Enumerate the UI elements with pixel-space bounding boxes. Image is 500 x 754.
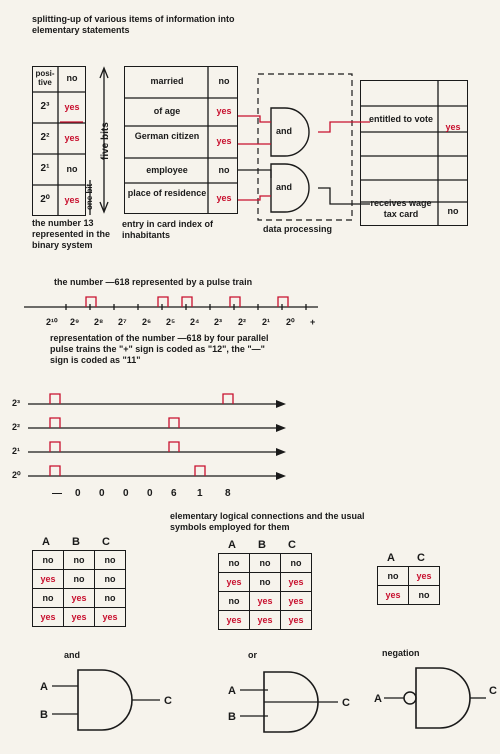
negation-symbol-title: negation: [382, 648, 420, 658]
pulse-axis-label: 2³: [214, 317, 223, 327]
five-bits-label: five bits: [100, 122, 111, 160]
and-truth-table-cell: yes: [64, 608, 95, 627]
parallel-arrowhead: [276, 472, 286, 480]
parallel-digit: 6: [171, 488, 177, 499]
result-wage-value: no: [447, 206, 459, 216]
binary-power-cell: 2³: [40, 100, 50, 112]
card-label-cell: employee: [146, 164, 188, 175]
pulse-axis-label: 2⁹: [70, 317, 80, 327]
and-label-c: C: [164, 695, 172, 707]
and-label-b: B: [40, 709, 48, 721]
or-label-b: B: [228, 711, 236, 723]
parallel-row-label: 2⁰: [12, 470, 21, 480]
parallel-arrowhead: [276, 424, 286, 432]
pulse-mark: [278, 297, 288, 307]
negation-truth-table-row: [378, 586, 440, 605]
and-truth-table-row: [33, 570, 126, 589]
parallel-pulse: [195, 466, 205, 476]
or-symbol-title: or: [248, 650, 257, 660]
or-truth-table-header: A: [228, 539, 236, 551]
negation-truth-table-cell: no: [409, 586, 440, 605]
and-truth-table-header: C: [102, 536, 110, 548]
or-truth-table-cell: no: [250, 573, 281, 592]
parallel-row-label: 2¹: [12, 446, 21, 456]
wire-of-age: [238, 116, 271, 122]
and-truth-table-cell: no: [64, 570, 95, 589]
negation-label-c: C: [489, 685, 497, 697]
parallel-pulse: [169, 418, 179, 428]
and-label-a: A: [40, 681, 48, 693]
parallel-pulse: [50, 442, 60, 452]
binary-power-cell: 2¹: [40, 162, 50, 174]
or-truth-table-cell: no: [250, 554, 281, 573]
binary-value-cell: yes: [64, 132, 80, 143]
pulse-axis-label: 2⁷: [118, 317, 127, 327]
pulse-axis-label: 2⁰: [286, 317, 295, 327]
or-truth-table-row: [219, 554, 312, 573]
parallel-digit: 0: [99, 488, 105, 499]
parallel-pulse: [50, 418, 60, 428]
and-truth-table-row: [33, 551, 126, 570]
pulse-axis-label: 2²: [238, 317, 247, 327]
parallel-digit: 8: [225, 488, 231, 499]
card-label-cell: place of residence: [127, 187, 207, 198]
or-truth-table-header: C: [288, 539, 296, 551]
pulse-axis-label: +: [310, 317, 316, 327]
binary-value-cell: no: [66, 73, 78, 83]
result-wage-label: receives wage tax card: [370, 198, 432, 219]
parallel-digit: 0: [123, 488, 129, 499]
parallel-pulse: [169, 442, 179, 452]
card-value-cell: yes: [216, 106, 232, 116]
pulse-mark: [158, 297, 168, 307]
negation-truth-table-cell: yes: [409, 567, 440, 586]
parallel-pulse: [223, 394, 233, 404]
or-truth-table-cell: yes: [281, 592, 312, 611]
binary-caption: the number 13 represented in the binary system: [32, 218, 111, 250]
negation-truth-table-cell: yes: [378, 586, 409, 605]
pulse-axis-label: 2⁶: [142, 317, 152, 327]
processing-box: [258, 74, 352, 220]
card-value-cell: yes: [216, 136, 232, 146]
card-value-cell: yes: [216, 192, 232, 203]
parallel-row-label: 2²: [12, 422, 21, 432]
wire-employee: [238, 170, 271, 178]
binary-power-cell: posi-tive: [35, 69, 55, 87]
negation-label-a: A: [374, 693, 382, 705]
and-truth-table-cell: no: [95, 570, 126, 589]
negation-truth-table-cell: no: [378, 567, 409, 586]
parallel-arrowhead: [276, 448, 286, 456]
or-truth-table-cell: yes: [281, 611, 312, 630]
pulse-axis-label: 2¹: [262, 317, 271, 327]
binary-value-cell: no: [66, 163, 78, 174]
or-truth-table-row: [219, 592, 312, 611]
parallel-digit: 0: [147, 488, 153, 499]
pulse-mark: [182, 297, 192, 307]
or-truth-table-cell: no: [219, 554, 250, 573]
and-truth-table-cell: no: [95, 589, 126, 608]
binary-value-cell: yes: [64, 194, 80, 205]
card-label-cell: married: [150, 76, 184, 86]
or-truth-table-row: [219, 611, 312, 630]
or-truth-table-cell: yes: [281, 573, 312, 592]
binary-power-cell: 2²: [40, 131, 50, 143]
card-value-cell: no: [218, 76, 230, 86]
and-truth-table: [32, 550, 126, 627]
result-entitled-value: yes: [445, 122, 461, 132]
and-truth-table-cell: yes: [33, 570, 64, 589]
or-truth-table-cell: yes: [219, 611, 250, 630]
logic-title: elementary logical connections and the usual symbols employed for them: [170, 511, 365, 532]
or-truth-table-row: [219, 573, 312, 592]
parallel-digit: 0: [75, 488, 81, 499]
pulse-axis-label: 2⁸: [94, 317, 104, 327]
and-truth-table-header: A: [42, 536, 50, 548]
and-truth-table-row: [33, 608, 126, 627]
parallel-digit: —: [52, 488, 62, 499]
negation-truth-table-header: A: [387, 552, 395, 564]
result-entitled-label: entitled to vote: [368, 114, 433, 124]
splitting-title: splitting-up of various items of information into elementary statements: [32, 14, 235, 35]
binary-power-cell: 2⁰: [40, 193, 50, 205]
negation-truth-table-header: C: [417, 552, 425, 564]
card-label-cell: of age: [153, 106, 181, 116]
binary-value-cell: yes: [64, 101, 80, 112]
and-symbol-title: and: [64, 650, 81, 660]
and-truth-table-cell: no: [95, 551, 126, 570]
parallel-arrowhead: [276, 400, 286, 408]
or-label-a: A: [228, 685, 236, 697]
and-truth-table-header: B: [72, 536, 80, 548]
or-label-c: C: [342, 697, 350, 709]
card-value-cell: no: [218, 164, 230, 175]
wire-place-1: [238, 196, 271, 200]
and-truth-table-cell: no: [33, 551, 64, 570]
or-truth-table-cell: yes: [250, 592, 281, 611]
negation-symbol-gate: [416, 668, 470, 728]
or-truth-table-cell: yes: [219, 573, 250, 592]
one-bit-label: one bit: [85, 183, 94, 210]
card-label-cell: German citizen: [134, 131, 200, 141]
and-truth-table-cell: yes: [95, 608, 126, 627]
or-truth-table-cell: no: [281, 554, 312, 573]
pulse-mark: [230, 297, 240, 307]
and-truth-table-cell: no: [33, 589, 64, 608]
or-truth-table-cell: yes: [250, 611, 281, 630]
pulse-axis-label: 2⁵: [166, 317, 176, 327]
card-index-caption: entry in card index of inhabitants: [122, 219, 214, 240]
pulse-axis-label: 2¹⁰: [46, 317, 58, 327]
or-truth-table-cell: no: [219, 592, 250, 611]
parallel-pulse: [50, 466, 60, 476]
parallel-title: representation of the number —618 by four parallel pulse trains the "+" sign is coded as "12", the "—" sign is coded as "11": [50, 333, 269, 365]
negation-bubble: [404, 692, 416, 704]
or-truth-table: [218, 553, 312, 630]
parallel-pulse: [50, 394, 60, 404]
or-truth-table-header: B: [258, 539, 266, 551]
negation-truth-table-row: [378, 567, 440, 586]
pulse-mark: [86, 297, 96, 307]
and-symbol-gate: [78, 670, 132, 730]
pulse-axis-label: 2⁴: [190, 317, 200, 327]
and-gate-2-label: and: [276, 182, 293, 192]
data-processing-caption: data processing: [263, 224, 333, 234]
parallel-row-label: 2³: [12, 398, 21, 408]
and-truth-table-cell: yes: [33, 608, 64, 627]
pulse-train-title: the number —618 represented by a pulse train: [54, 277, 253, 287]
parallel-digit: 1: [197, 488, 203, 499]
wire-gate1-output: [318, 122, 370, 132]
and-gate-1-label: and: [276, 126, 293, 136]
and-truth-table-cell: no: [64, 551, 95, 570]
and-truth-table-cell: yes: [64, 589, 95, 608]
and-truth-table-row: [33, 589, 126, 608]
negation-truth-table: [377, 566, 440, 605]
